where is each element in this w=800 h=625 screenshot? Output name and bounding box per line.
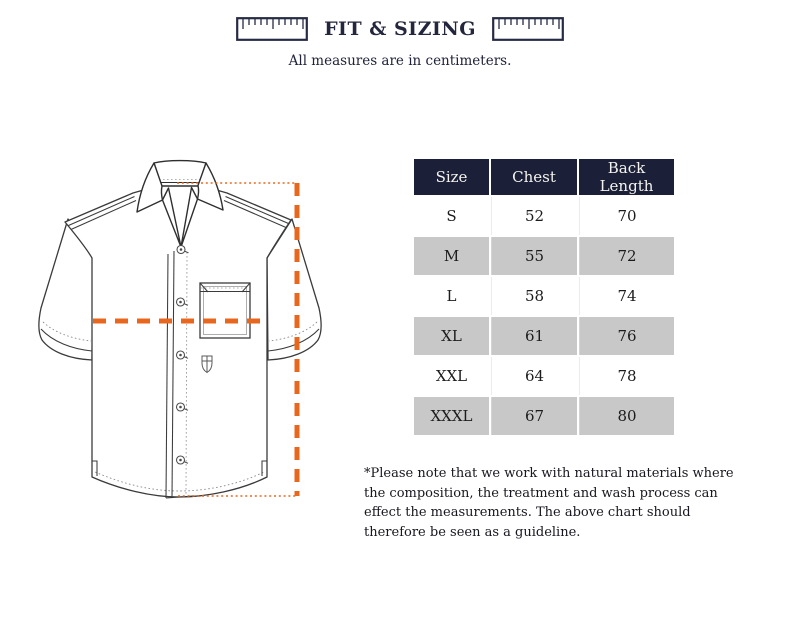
header	[0, 17, 800, 41]
page-title: FIT & SIZING	[324, 18, 476, 40]
size-chart-table	[412, 157, 676, 437]
column-header-chest: Chest	[491, 159, 577, 195]
table-row	[414, 317, 674, 355]
chest-cell: 64	[491, 357, 577, 395]
column-header-size: Size	[414, 159, 489, 195]
ruler-icon	[492, 17, 564, 41]
back-length-cell: 72	[579, 237, 674, 275]
table-row	[414, 357, 674, 395]
chest-cell: 67	[491, 397, 577, 435]
column-header-back-length: Back Length	[579, 159, 674, 195]
back-length-cell: 80	[579, 397, 674, 435]
back-length-cell: 76	[579, 317, 674, 355]
table-row	[414, 197, 674, 235]
table-row	[414, 397, 674, 435]
table-row	[414, 237, 674, 275]
size-cell: S	[414, 197, 489, 235]
table-header-row	[414, 159, 674, 195]
chest-pocket	[200, 283, 250, 338]
ruler-icon	[236, 17, 308, 41]
back-length-cell: 70	[579, 197, 674, 235]
chest-cell: 58	[491, 277, 577, 315]
size-cell: M	[414, 237, 489, 275]
size-cell: XXXL	[414, 397, 489, 435]
units-note: All measures are in centimeters.	[288, 53, 512, 69]
size-cell: XXL	[414, 357, 489, 395]
table-row	[414, 277, 674, 315]
chest-cell: 55	[491, 237, 577, 275]
disclaimer-text: *Please note that we work with natural materials where the composition, the treatment and wash process can effect the measurements. The above chart should therefore be seen as a guideline.	[364, 466, 734, 540]
chest-cell: 61	[491, 317, 577, 355]
chest-cell: 52	[491, 197, 577, 235]
size-cell: XL	[414, 317, 489, 355]
shirt-diagram	[15, 130, 355, 540]
back-length-cell: 78	[579, 357, 674, 395]
back-length-cell: 74	[579, 277, 674, 315]
size-cell: L	[414, 277, 489, 315]
